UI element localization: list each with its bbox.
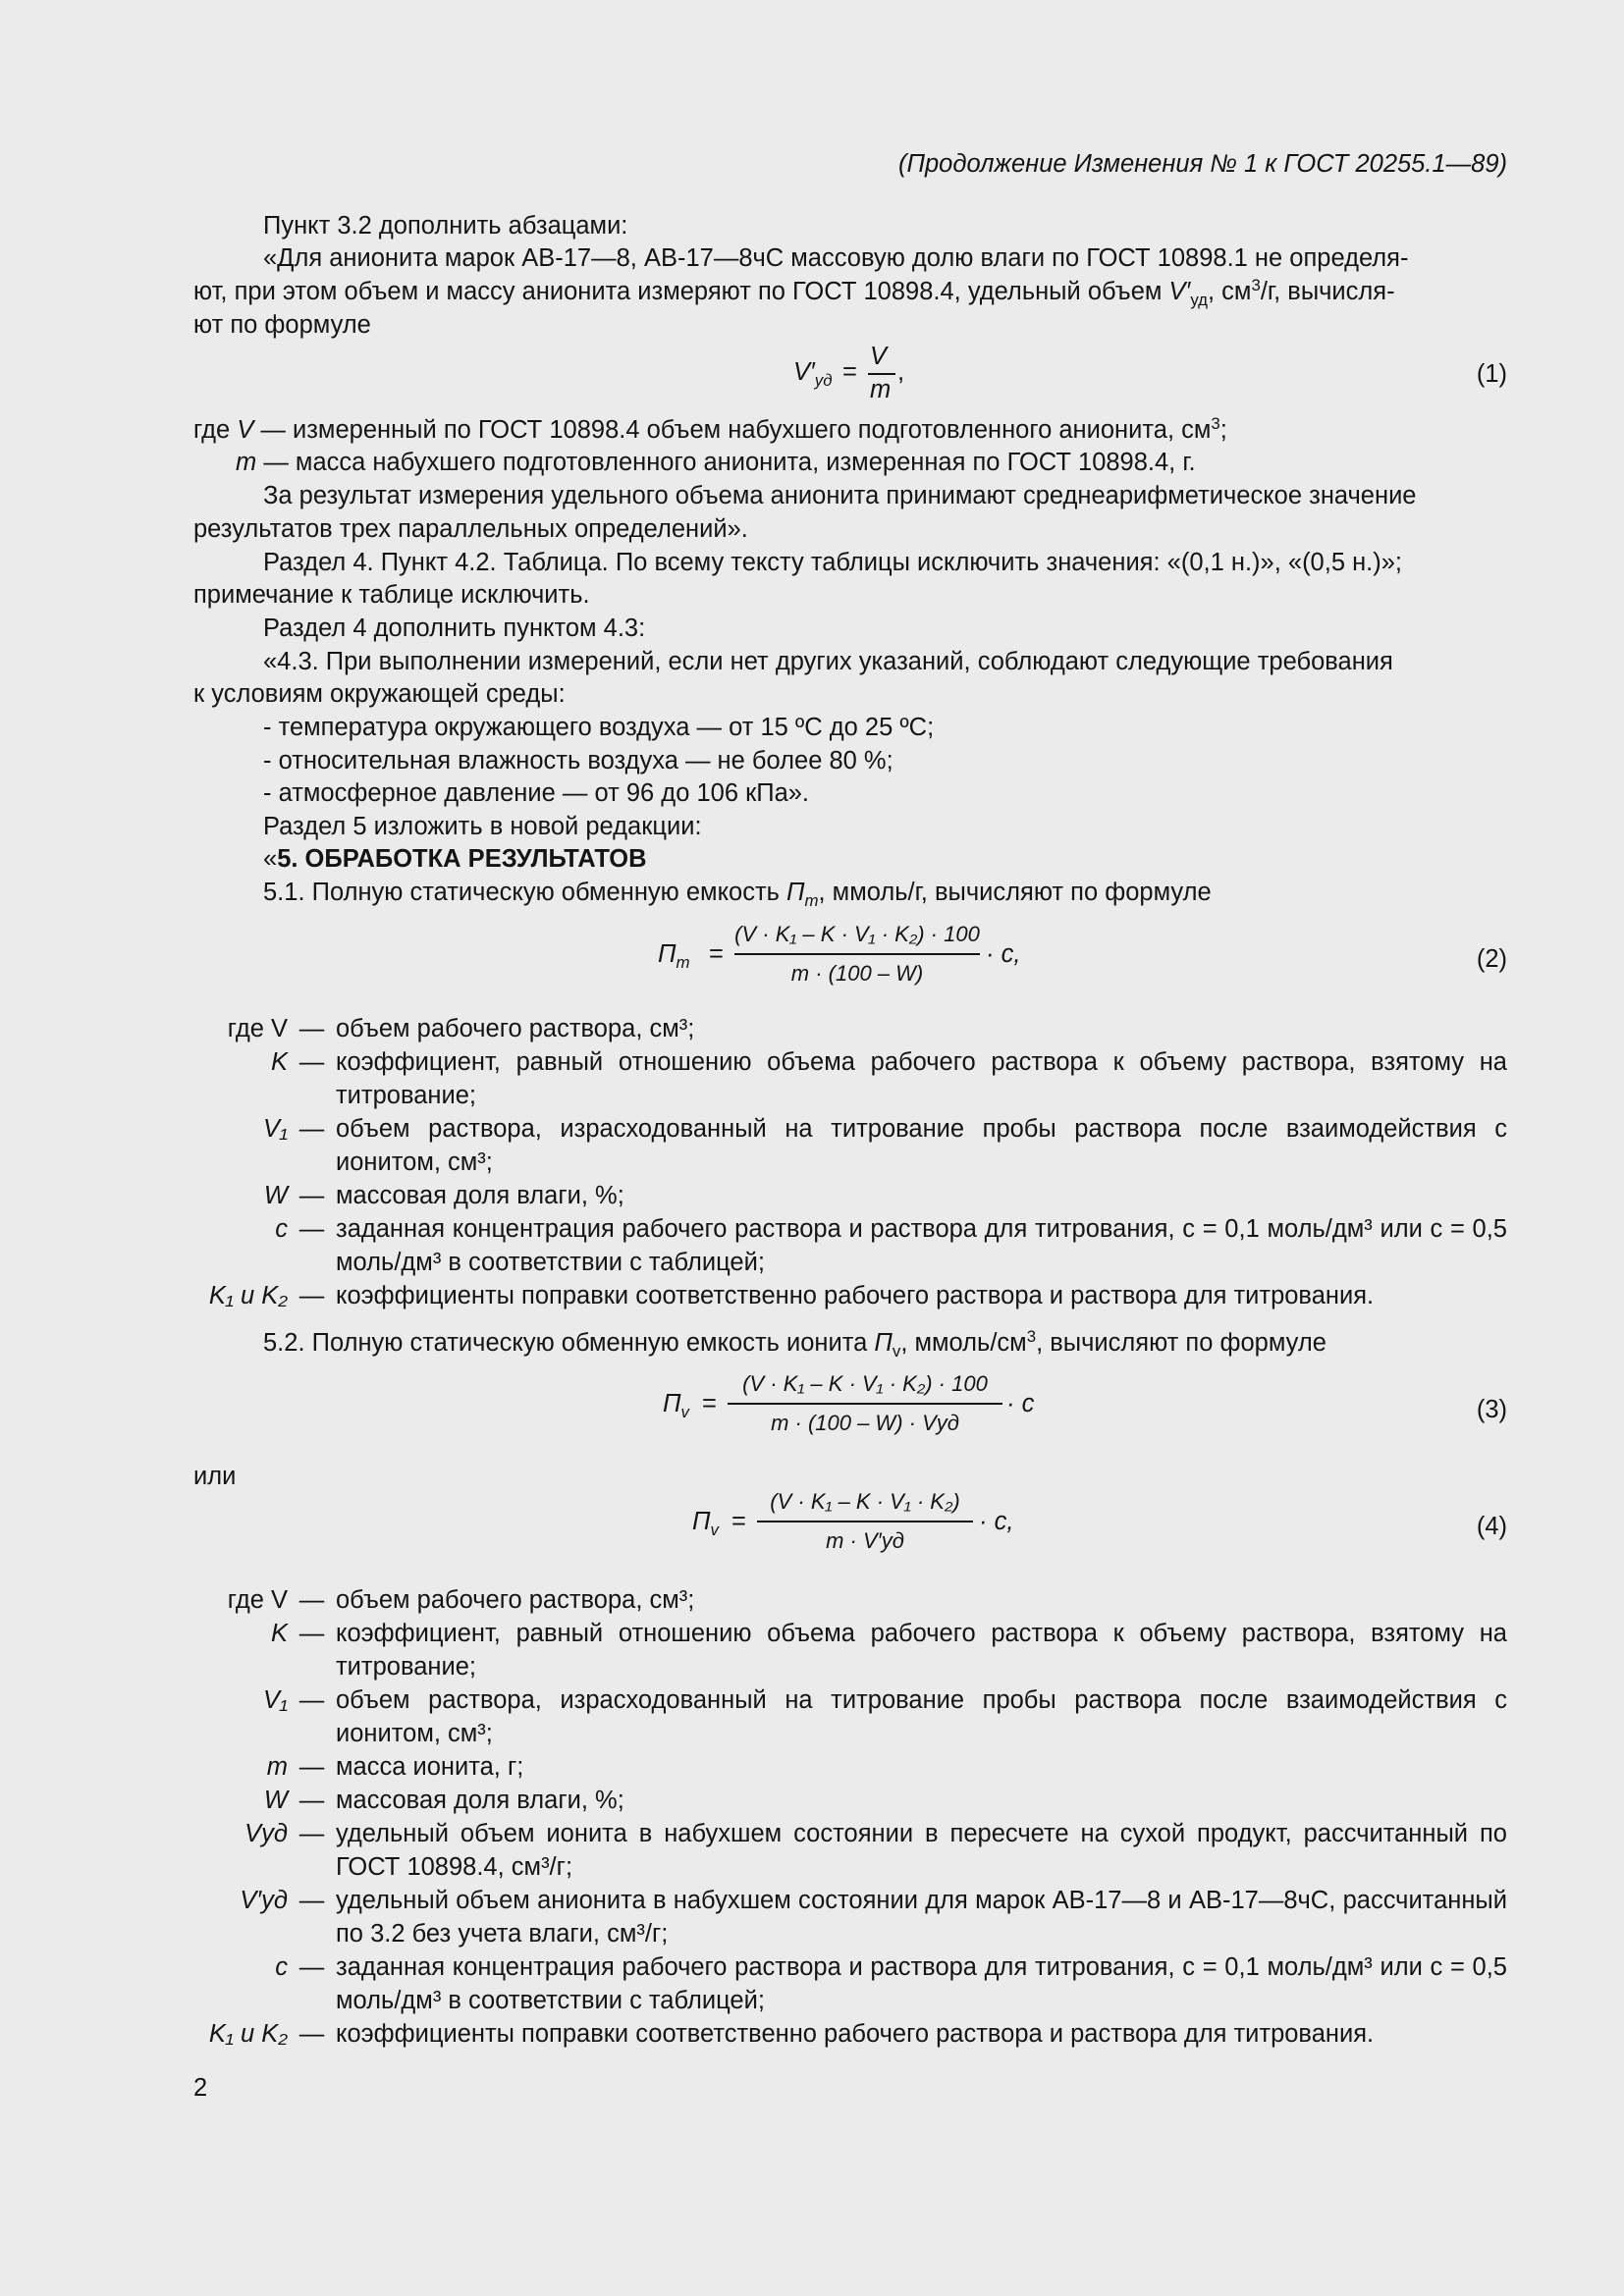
formula-3-lhs: П: [663, 1390, 681, 1417]
list-item: V₁ — объем раствора, израсходованный на титрование пробы раствора после взаимодействия с ионитом, см³;: [262, 1115, 1507, 1176]
formula-4-eq: =: [731, 1508, 746, 1535]
formula-2-denominator: m · (100 – W): [790, 961, 924, 986]
list-item: W — массовая доля влаги, %;: [263, 1787, 624, 1814]
formula-2-numerator: (V · K₁ – K · V₁ · K₂) · 100: [734, 922, 980, 946]
list-item: W — массовая доля влаги, %;: [263, 1182, 624, 1209]
formula-3-tail: · c: [1006, 1390, 1035, 1417]
formula-2: $П_m$ = (V · K₁ – K · V₁ · K₂) · 100 m · (100 – W) · c,: [658, 918, 1070, 996]
paragraph-section5: Раздел 5 изложить в новой редакции:: [263, 813, 702, 840]
section-title: «5. ОБРАБОТКА РЕЗУЛЬТАТОВ: [263, 845, 647, 873]
formula-1-number: (1): [1476, 360, 1507, 388]
list-item: где V — объем рабочего раствора, см³;: [227, 1015, 695, 1042]
formula-3-denominator: m · (100 – W) · Vуд: [771, 1411, 959, 1435]
definitions-list-2: [193, 1583, 1507, 2051]
paragraph-section4-line1: Раздел 4. Пункт 4.2. Таблица. По всему тексту таблицы исключить значения: «(0,1 н.)», «(0,5 н.)»;: [263, 549, 1403, 576]
formula-1-lhs: V′: [793, 358, 815, 386]
list-item: K₁ и K₂ — коэффициенты поправки соответственно рабочего раствора и раствора для титрования.: [208, 2020, 1375, 2048]
bullet-pressure: - атмосферное давление — от 96 до 106 кПа».: [263, 779, 810, 807]
formula-4-tail: · c,: [979, 1508, 1014, 1535]
paragraph-section4-line2: примечание к таблице исключить.: [193, 581, 590, 609]
formula-2-tail: · c,: [986, 940, 1021, 968]
where-line-1: где V — измеренный по ГОСТ 10898.4 объем набухшего подготовленного анионита, $см^3$;: [193, 413, 1227, 444]
paragraph-anionite-line2: ют, при этом объем и массу анионита измеряют по ГОСТ 10898.4, удельный объем $V'_{уд}$, $см^3/г$, вычисля-: [193, 275, 1395, 309]
formula-4-lhs: П: [692, 1508, 711, 1535]
formula-3-numerator: (V · K₁ – K · V₁ · K₂) · 100: [742, 1371, 988, 1396]
formula-4-numerator: (V · K₁ – K · V₁ · K₂): [770, 1489, 960, 1514]
formula-2-lhs: П: [658, 940, 677, 968]
formula-4-fraction-bar: [757, 1521, 973, 1522]
definitions-list-1: [193, 1012, 1507, 1312]
formula-4: $П_v$ = (V · K₁ – K · V₁ · K₂) m · V′уд · c,: [692, 1485, 1046, 1564]
formula-1-eq: =: [842, 358, 857, 386]
formula-2-eq: =: [709, 940, 724, 968]
paragraph-anionite-line3: ют по формуле: [193, 311, 371, 339]
paragraph-clause-3-2: Пункт 3.2 дополнить абзацами:: [263, 212, 628, 240]
paragraph-4-3-line2: к условиям окружающей среды:: [193, 680, 566, 708]
formula-3-fraction-bar: [728, 1403, 1002, 1405]
paragraph-5-2: 5.2. Полную статическую обменную емкость ионита $П_v$, ммоль/$см^3$, вычисляют по формуле: [263, 1326, 1326, 1361]
list-item: K — коэффициент, равный отношению объема рабочего раствора к объему раствора, взятому на титрование;: [270, 1048, 1507, 1109]
list-item: K — коэффициент, равный отношению объема рабочего раствора к объему раствора, взятому на титрование;: [270, 1620, 1507, 1681]
paragraph-result-line1: За результат измерения удельного объема анионита принимают среднеарифметическое значение: [263, 482, 1417, 509]
formula-4-number: (4): [1476, 1513, 1507, 1540]
list-item: c — заданная концентрация рабочего раствора и раствора для титрования, c = 0,1 моль/дм³ или c = 0,5 моль/дм³ в соответствии с таблицей;: [275, 1953, 1507, 2014]
bullet-humidity: - относительная влажность воздуха — не более 80 %;: [263, 747, 893, 774]
list-item: K₁ и K₂ — коэффициенты поправки соответственно рабочего раствора и раствора для титрования.: [208, 1282, 1375, 1309]
formula-1: $V'_{уд}$ = V m ,: [785, 340, 923, 408]
formula-1-tail: ,: [897, 358, 905, 386]
bullet-temperature: - температура окружающего воздуха — от 15 ºС до 25 ºС;: [263, 714, 935, 741]
list-item: Vуд — удельный объем ионита в набухшем состоянии в пересчете на сухой продукт, рассчитанный по ГОСТ 10898.4, см³/г;: [244, 1820, 1507, 1881]
list-item: V₁ — объем раствора, израсходованный на титрование пробы раствора после взаимодействия с ионитом, см³;: [262, 1686, 1507, 1747]
paragraph-anionite-line1: «Для анионита марок АВ-17—8, АВ-17—8чС массовую долю влаги по ГОСТ 10898.1 не определя-: [263, 244, 1409, 272]
page-number: 2: [193, 2074, 208, 2102]
formula-1-denominator: m: [870, 376, 892, 403]
paragraph-result-line2: результатов трех параллельных определений».: [193, 515, 748, 543]
formula-3-eq: =: [702, 1390, 717, 1417]
conjunction-or: или: [193, 1463, 237, 1490]
formula-3-number: (3): [1476, 1396, 1507, 1423]
list-item: c — заданная концентрация рабочего раствора и раствора для титрования, c = 0,1 моль/дм³ или c = 0,5 моль/дм³ в соответствии с таблицей;: [275, 1215, 1507, 1276]
formula-3: $П_v$ = (V · K₁ – K · V₁ · K₂) · 100 m · (100 – W) · Vуд · c: [663, 1367, 1056, 1446]
paragraph-5-1: 5.1. Полную статическую обменную емкость $П_m$, ммоль/г, вычисляют по формуле: [263, 879, 1212, 910]
running-header: (Продолжение Изменения № 1 к ГОСТ 20255.1—89): [898, 150, 1507, 178]
list-item: m — масса ионита, г;: [266, 1753, 524, 1781]
formula-2-number: (2): [1476, 945, 1507, 973]
formula-2-fraction-bar: [734, 953, 980, 955]
paragraph-section4-add: Раздел 4 дополнить пунктом 4.3:: [263, 614, 646, 642]
formula-1-numerator: V: [870, 343, 888, 370]
formula-4-denominator: m · V′уд: [826, 1528, 904, 1553]
list-item: где V — объем рабочего раствора, см³;: [227, 1586, 695, 1614]
where-line-2: m — масса набухшего подготовленного анионита, измеренная по ГОСТ 10898.4, г.: [236, 449, 1196, 476]
paragraph-4-3-line1: «4.3. При выполнении измерений, если нет других указаний, соблюдают следующие требования: [263, 648, 1393, 675]
list-item: V′уд — удельный объем анионита в набухшем состоянии для марок АВ-17—8 и АВ-17—8чС, рассчитанный по 3.2 без учета влаги, см³/г;: [240, 1887, 1507, 1948]
